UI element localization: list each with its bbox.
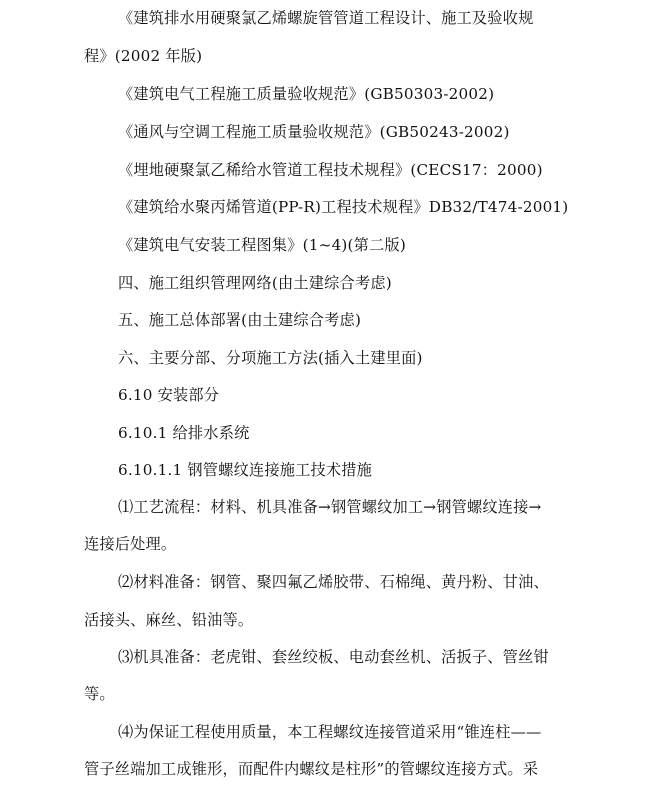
text-line-9: 五、施工总体部署(由土建综合考虑) xyxy=(118,311,362,329)
text-line-17: 活接头、麻丝、铅油等。 xyxy=(84,611,254,629)
text-line-21: 管子丝端加工成锥形，而配件内螺纹是柱形”的管螺纹连接方式。采 xyxy=(84,760,539,778)
text-line-8: 四、施工组织管理网络(由土建综合考虑) xyxy=(118,274,392,292)
text-line-4: 《通风与空调工程施工质量验收规范》(GB50243-2002) xyxy=(118,123,510,141)
text-line-13: 6.10.1.1 钢管螺纹连接施工技术措施 xyxy=(118,461,373,479)
text-line-16: ⑵材料准备：钢管、聚四氟乙烯胶带、石棉绳、黄丹粉、甘油、 xyxy=(118,573,549,591)
text-line-7: 《建筑电气安装工程图集》(1~4)(第二版) xyxy=(118,236,406,254)
text-line-2: 程》(2002 年版) xyxy=(84,47,203,65)
text-line-19: 等。 xyxy=(84,685,115,703)
text-line-12: 6.10.1 给排水系统 xyxy=(118,424,250,442)
text-line-6: 《建筑给水聚丙烯管道(PP-R)工程技术规程》DB32/T474-2001) xyxy=(118,198,569,216)
text-line-20: ⑷为保证工程使用质量，本工程螺纹连接管道采用“锥连柱—— xyxy=(118,723,542,741)
text-line-1: 《建筑排水用硬聚氯乙烯螺旋管管道工程设计、施工及验收规 xyxy=(118,9,534,27)
text-line-10: 六、主要分部、分项施工方法(插入土建里面) xyxy=(118,349,423,367)
text-line-18: ⑶机具准备：老虎钳、套丝绞板、电动套丝机、活扳子、管丝钳 xyxy=(118,648,549,666)
text-line-11: 6.10 安装部分 xyxy=(118,386,220,404)
text-line-15: 连接后处理。 xyxy=(84,535,177,553)
text-line-14: ⑴工艺流程：材料、机具准备→钢管螺纹加工→钢管螺纹连接→ xyxy=(118,498,542,516)
text-line-3: 《建筑电气工程施工质量验收规范》(GB50303-2002) xyxy=(118,85,495,103)
text-line-5: 《埋地硬聚氯乙稀给水管道工程技术规程》(CECS17：2000) xyxy=(118,161,543,179)
